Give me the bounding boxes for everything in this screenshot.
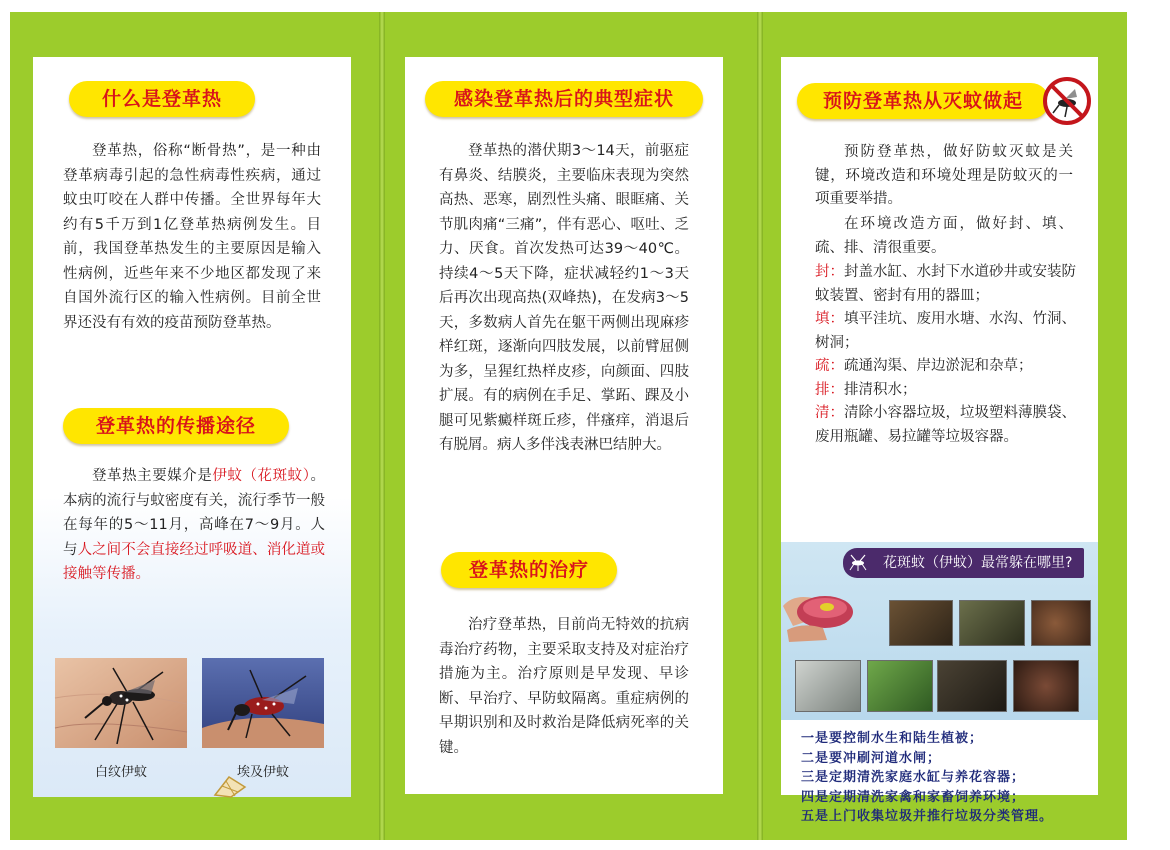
transmission-red-vector: 伊蚊（花斑蚊）: [212, 468, 311, 484]
photo-aedes-aegypti: [202, 658, 324, 748]
mosquito-habitat-banner: [781, 542, 1098, 720]
window-screen-icon: [211, 773, 247, 797]
control-measure-4: 四是定期清洗家禽和家畜饲养环境；: [801, 789, 1026, 805]
habitat-photo-3: [1031, 600, 1091, 646]
measure-clear-text: 清除小容器垃圾，垃圾塑料薄膜袋、废用瓶罐、易拉罐等垃圾容器。: [815, 405, 1076, 445]
heading-transmission: 登革热的传播途径: [63, 408, 289, 444]
right-card: [781, 57, 1098, 824]
habitat-photo-7: [1013, 660, 1079, 712]
measure-fill: [815, 308, 1077, 355]
banner-title: 花斑蚊（伊蚊）最常躲在哪里?: [843, 548, 1084, 578]
habitat-photo-1: [889, 600, 953, 646]
heading-symptoms: 感染登革热后的典型症状: [425, 81, 703, 117]
caption-aedes-albopictus: 白纹伊蚊: [94, 765, 147, 780]
measure-drain-text: 排清积水；: [844, 381, 917, 398]
measure-fill-text: 填平洼坑、废用水塘、水沟、竹洞、树洞；: [815, 311, 1076, 351]
control-measure-3: 三是定期清洗家庭水缸与养花容器；: [801, 770, 1026, 785]
measure-drain-prefix: 排：: [815, 381, 844, 398]
fold-line-left: [379, 12, 385, 840]
hand-with-basin-picture: [783, 576, 861, 642]
paragraph-prevention-intro: 预防登革热，做好防蚊灭蚊是关键，环境改造和环境处理是防蚊灭的一项重要举措。: [815, 144, 1073, 207]
paragraph-treatment: 治疗登革热，目前尚无特效的抗病毒治疗药物，主要采取支持及对症治疗措施为主。治疗原则是早发现、早诊断、早治疗、早防蚊隔离。重症病例的早期识别和及时救治是降低病死率的关键。: [439, 617, 689, 756]
measure-dredge-prefix: 疏：: [815, 358, 844, 374]
control-measures-list: [801, 729, 1121, 827]
measure-seal-text: 封盖水缸、水封下水道砂井或安装防蚊装置、密封有用的器皿；: [815, 264, 1076, 304]
paragraph-transmission: [63, 464, 325, 587]
habitat-photo-4: [795, 660, 861, 712]
transmission-red-note: 人之间不会直接经过呼吸道、消化道或接触等传播。: [63, 541, 326, 582]
paragraph-what-is-dengue: 登革热，俗称“断骨热”，是一种由登革病毒引起的急性病毒性疾病，通过蚊虫叮咬在人群中传播。全世界每年大约有5千万到1亿登革热病例发生。目前，我国登革热发生的主要原因是输入性病例，近些年来不少地区都发现了来自国外流行区的输入性病例。目前全世界还没有有效的疫苗预防登革热。: [63, 143, 321, 331]
photo-aedes-albopictus: [55, 658, 187, 748]
habitat-photo-5: [867, 660, 933, 712]
transmission-text-b: 。本病的流行与蚊密度有关，流行季节一般在每年的5～11月，高峰在7～9月。人与: [63, 468, 326, 558]
measure-clear: [815, 402, 1077, 449]
transmission-text-a: 登革热主要媒介是: [92, 468, 213, 484]
control-measure-2: 二是要冲刷河道水闸；: [801, 750, 942, 766]
mosquito-icon: [847, 551, 869, 573]
paragraph-symptoms: 登革热的潜伏期3～14天，前驱症有鼻炎、结膜炎，主要临床表现为突然高热、恶寒，剧烈性头痛、眼眶痛、关节肌肉痛“三痛”，伴有恶心、呕吐、乏力、厌食。首次发热可达39～40℃。持续4～5天下降，症状减轻约1～3天后再次出现高热(双峰热)，在发病3～5天，多数病人首先在躯干两侧出现麻疹样红斑，逐渐向四肢发展，以前臂屈侧为多，呈猩红热样皮疹，向颜面、四肢扩展。有的病例在手足、掌跖、踝及小腿可见紫癜样斑丘疹，伴瘙痒，消退后有脱屑。病人多伴浅表淋巴结肿大。: [439, 143, 689, 453]
fold-line-right: [757, 12, 763, 840]
control-measure-1: 一是要控制水生和陆生植被；: [801, 731, 984, 746]
measure-dredge-text: 疏通沟渠、岸边淤泥和杂草；: [844, 358, 1033, 374]
habitat-photo-6: [937, 660, 1007, 712]
measure-seal: [815, 261, 1077, 308]
measure-dredge: [815, 355, 1077, 379]
measure-fill-prefix: 填：: [815, 311, 844, 327]
control-measure-5: 五是上门收集垃圾并推行垃圾分类管理。: [801, 809, 1054, 824]
heading-treatment: 登革热的治疗: [441, 552, 617, 588]
measure-seal-prefix: 封：: [815, 264, 844, 280]
heading-prevention: 预防登革热从灭蚊做起: [797, 83, 1049, 119]
middle-card: [405, 57, 723, 794]
habitat-photo-2: [959, 600, 1025, 646]
measure-drain: [815, 379, 1077, 403]
left-card: [33, 57, 351, 794]
heading-what-is-dengue: 什么是登革热: [69, 81, 255, 117]
no-mosquito-icon: [1043, 77, 1091, 125]
caption-aedes-aegypti: 埃及伊蚊: [236, 765, 289, 780]
paragraph-environment: 在环境改造方面，做好封、填、疏、排、清很重要。: [815, 216, 1073, 256]
prevention-measures-list: [815, 261, 1077, 449]
measure-clear-prefix: 清：: [815, 405, 844, 421]
